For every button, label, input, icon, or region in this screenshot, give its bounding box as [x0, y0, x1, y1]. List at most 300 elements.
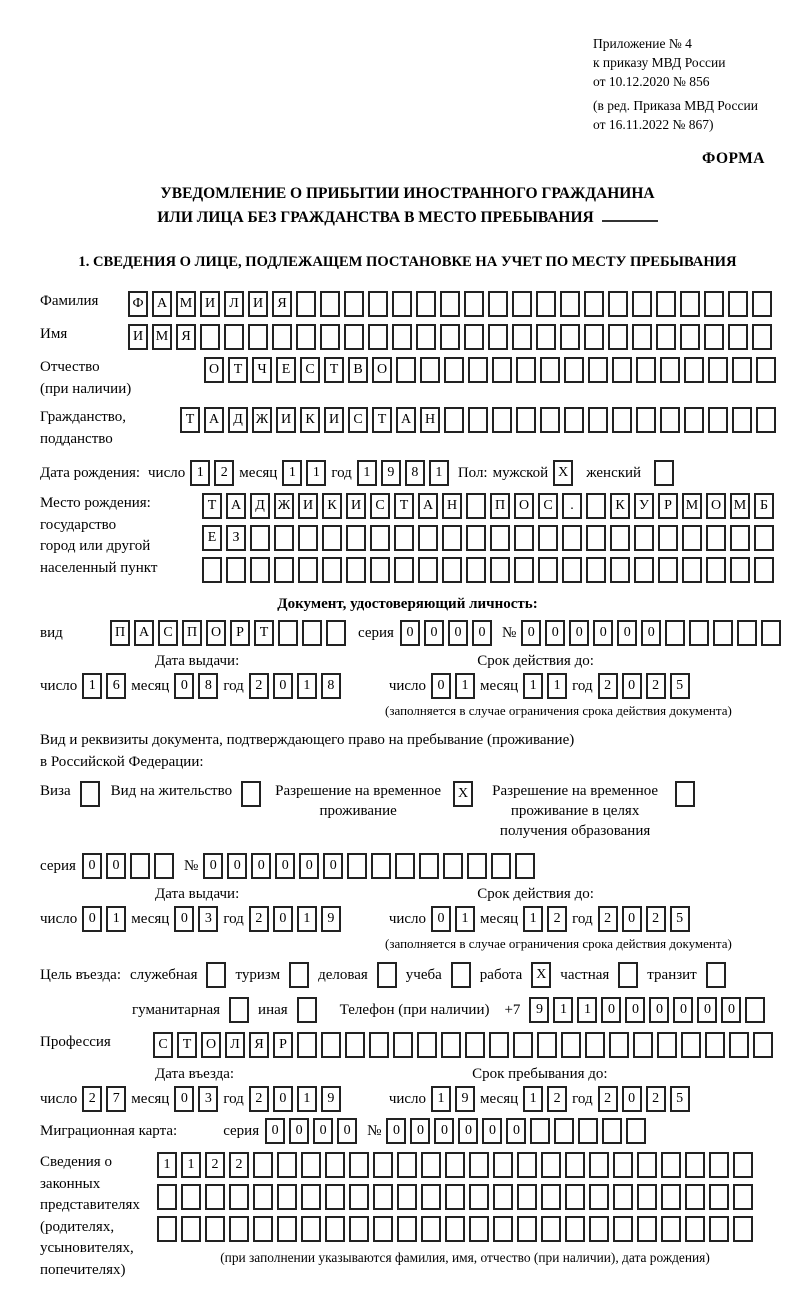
char-box[interactable] — [675, 781, 695, 807]
char-box[interactable] — [636, 407, 656, 433]
char-box[interactable] — [752, 291, 772, 317]
char-box[interactable] — [373, 1184, 393, 1210]
char-box[interactable] — [301, 1216, 321, 1242]
char-box[interactable] — [440, 324, 460, 350]
char-box[interactable] — [536, 324, 556, 350]
char-box[interactable] — [685, 1184, 705, 1210]
char-box[interactable] — [490, 557, 510, 583]
char-box[interactable] — [289, 962, 309, 988]
char-box[interactable]: 1 — [455, 673, 475, 699]
char-box[interactable] — [469, 1152, 489, 1178]
char-box[interactable] — [684, 357, 704, 383]
char-box[interactable] — [730, 525, 750, 551]
char-box[interactable] — [441, 1032, 461, 1058]
char-box[interactable]: Б — [754, 493, 774, 519]
char-box[interactable] — [634, 557, 654, 583]
char-box[interactable]: 0 — [289, 1118, 309, 1144]
char-box[interactable]: 1 — [82, 673, 102, 699]
char-box[interactable] — [538, 557, 558, 583]
char-box[interactable] — [392, 291, 412, 317]
char-box[interactable]: С — [158, 620, 178, 646]
char-box[interactable] — [370, 557, 390, 583]
char-box[interactable]: 0 — [569, 620, 589, 646]
char-box[interactable] — [732, 407, 752, 433]
char-box[interactable]: 8 — [321, 673, 341, 699]
char-box[interactable] — [704, 291, 724, 317]
char-box[interactable]: Ж — [274, 493, 294, 519]
char-box[interactable]: 0 — [386, 1118, 406, 1144]
char-box[interactable] — [248, 324, 268, 350]
char-box[interactable]: 1 — [577, 997, 597, 1023]
char-box[interactable]: Т — [394, 493, 414, 519]
char-box[interactable] — [368, 324, 388, 350]
char-box[interactable] — [392, 324, 412, 350]
char-box[interactable] — [325, 1152, 345, 1178]
char-box[interactable]: Д — [228, 407, 248, 433]
char-box[interactable] — [704, 324, 724, 350]
char-box[interactable] — [322, 557, 342, 583]
char-box[interactable] — [753, 1032, 773, 1058]
char-box[interactable] — [609, 1032, 629, 1058]
char-box[interactable]: 0 — [521, 620, 541, 646]
char-box[interactable]: 1 — [431, 1086, 451, 1112]
char-box[interactable] — [682, 557, 702, 583]
char-box[interactable] — [682, 525, 702, 551]
char-box[interactable] — [658, 525, 678, 551]
char-box[interactable] — [613, 1152, 633, 1178]
char-box[interactable] — [602, 1118, 622, 1144]
char-box[interactable] — [157, 1216, 177, 1242]
char-box[interactable] — [296, 291, 316, 317]
char-box[interactable] — [224, 324, 244, 350]
char-box[interactable] — [320, 291, 340, 317]
char-box[interactable]: Т — [180, 407, 200, 433]
char-box[interactable] — [752, 324, 772, 350]
char-box[interactable]: 2 — [249, 1086, 269, 1112]
char-box[interactable] — [130, 853, 150, 879]
char-box[interactable]: А — [152, 291, 172, 317]
char-box[interactable]: 0 — [275, 853, 295, 879]
char-box[interactable]: А — [134, 620, 154, 646]
char-box[interactable]: 0 — [265, 1118, 285, 1144]
char-box[interactable]: 0 — [410, 1118, 430, 1144]
char-box[interactable] — [274, 557, 294, 583]
char-box[interactable] — [680, 291, 700, 317]
char-box[interactable]: С — [348, 407, 368, 433]
char-box[interactable] — [442, 525, 462, 551]
char-box[interactable] — [467, 853, 487, 879]
char-box[interactable] — [241, 781, 261, 807]
char-box[interactable]: П — [490, 493, 510, 519]
char-box[interactable] — [537, 1032, 557, 1058]
char-box[interactable]: Т — [177, 1032, 197, 1058]
char-box[interactable] — [421, 1184, 441, 1210]
char-box[interactable] — [733, 1216, 753, 1242]
char-box[interactable]: О — [204, 357, 224, 383]
char-box[interactable]: 0 — [601, 997, 621, 1023]
char-box[interactable] — [396, 357, 416, 383]
char-box[interactable]: П — [110, 620, 130, 646]
char-box[interactable]: . — [562, 493, 582, 519]
char-box[interactable] — [344, 291, 364, 317]
char-box[interactable] — [584, 324, 604, 350]
char-box[interactable] — [469, 1184, 489, 1210]
char-box[interactable]: 0 — [622, 1086, 642, 1112]
char-box[interactable] — [613, 1216, 633, 1242]
char-box[interactable]: 0 — [673, 997, 693, 1023]
char-box[interactable] — [657, 1032, 677, 1058]
char-box[interactable]: У — [634, 493, 654, 519]
char-box[interactable]: 1 — [523, 1086, 543, 1112]
char-box[interactable] — [297, 997, 317, 1023]
char-box[interactable]: 0 — [458, 1118, 478, 1144]
char-box[interactable] — [346, 557, 366, 583]
char-box[interactable]: 0 — [174, 1086, 194, 1112]
char-box[interactable]: 9 — [321, 906, 341, 932]
char-box[interactable] — [618, 962, 638, 988]
char-box[interactable] — [589, 1216, 609, 1242]
char-box[interactable]: 0 — [273, 906, 293, 932]
char-box[interactable] — [253, 1184, 273, 1210]
char-box[interactable] — [377, 962, 397, 988]
char-box[interactable]: 0 — [625, 997, 645, 1023]
char-box[interactable]: 3 — [198, 1086, 218, 1112]
char-box[interactable] — [298, 557, 318, 583]
char-box[interactable]: 0 — [472, 620, 492, 646]
char-box[interactable] — [489, 1032, 509, 1058]
char-box[interactable]: 0 — [617, 620, 637, 646]
char-box[interactable]: Т — [254, 620, 274, 646]
char-box[interactable]: М — [152, 324, 172, 350]
char-box[interactable] — [588, 407, 608, 433]
char-box[interactable] — [421, 1152, 441, 1178]
char-box[interactable] — [418, 525, 438, 551]
char-box[interactable] — [181, 1216, 201, 1242]
char-box[interactable] — [656, 291, 676, 317]
char-box[interactable] — [728, 324, 748, 350]
char-box[interactable]: П — [182, 620, 202, 646]
char-box[interactable]: 0 — [424, 620, 444, 646]
char-box[interactable] — [491, 853, 511, 879]
char-box[interactable]: 0 — [649, 997, 669, 1023]
char-box[interactable]: 5 — [670, 673, 690, 699]
char-box[interactable]: 0 — [506, 1118, 526, 1144]
char-box[interactable]: 1 — [553, 997, 573, 1023]
char-box[interactable] — [540, 357, 560, 383]
char-box[interactable] — [536, 291, 556, 317]
char-box[interactable] — [296, 324, 316, 350]
char-box[interactable]: 1 — [455, 906, 475, 932]
char-box[interactable]: М — [730, 493, 750, 519]
char-box[interactable] — [515, 853, 535, 879]
char-box[interactable] — [493, 1184, 513, 1210]
char-box[interactable]: С — [538, 493, 558, 519]
char-box[interactable] — [157, 1184, 177, 1210]
char-box[interactable]: Я — [249, 1032, 269, 1058]
char-box[interactable] — [302, 620, 322, 646]
char-box[interactable] — [442, 557, 462, 583]
char-box[interactable] — [737, 620, 757, 646]
char-box[interactable]: 0 — [323, 853, 343, 879]
char-box[interactable]: 0 — [448, 620, 468, 646]
char-box[interactable] — [732, 357, 752, 383]
char-box[interactable] — [633, 1032, 653, 1058]
char-box[interactable]: И — [346, 493, 366, 519]
char-box[interactable]: 0 — [82, 906, 102, 932]
char-box[interactable] — [541, 1216, 561, 1242]
char-box[interactable] — [709, 1152, 729, 1178]
char-box[interactable] — [565, 1216, 585, 1242]
char-box[interactable] — [226, 557, 246, 583]
char-box[interactable]: А — [204, 407, 224, 433]
char-box[interactable] — [80, 781, 100, 807]
char-box[interactable] — [488, 291, 508, 317]
char-box[interactable]: 2 — [646, 1086, 666, 1112]
char-box[interactable] — [346, 525, 366, 551]
char-box[interactable]: 6 — [106, 673, 126, 699]
char-box[interactable] — [493, 1152, 513, 1178]
char-box[interactable] — [608, 324, 628, 350]
char-box[interactable] — [513, 1032, 533, 1058]
char-box[interactable] — [538, 525, 558, 551]
char-box[interactable] — [349, 1184, 369, 1210]
char-box[interactable] — [301, 1184, 321, 1210]
char-box[interactable]: Я — [176, 324, 196, 350]
char-box[interactable]: 8 — [198, 673, 218, 699]
char-box[interactable] — [561, 1032, 581, 1058]
char-box[interactable]: В — [348, 357, 368, 383]
char-box[interactable]: 2 — [205, 1152, 225, 1178]
char-box[interactable] — [578, 1118, 598, 1144]
char-box[interactable]: К — [610, 493, 630, 519]
char-box[interactable] — [250, 557, 270, 583]
char-box[interactable]: Я — [272, 291, 292, 317]
char-box[interactable] — [416, 324, 436, 350]
char-box[interactable]: 0 — [174, 673, 194, 699]
char-box[interactable]: Т — [372, 407, 392, 433]
char-box[interactable] — [512, 291, 532, 317]
char-box[interactable] — [613, 1184, 633, 1210]
char-box[interactable]: 0 — [593, 620, 613, 646]
char-box[interactable] — [488, 324, 508, 350]
char-box[interactable] — [564, 407, 584, 433]
char-box[interactable]: 2 — [82, 1086, 102, 1112]
char-box[interactable] — [514, 525, 534, 551]
char-box[interactable] — [274, 525, 294, 551]
char-box[interactable] — [445, 1152, 465, 1178]
char-box[interactable] — [554, 1118, 574, 1144]
char-box[interactable] — [445, 1216, 465, 1242]
char-box[interactable]: 1 — [523, 906, 543, 932]
char-box[interactable] — [345, 1032, 365, 1058]
char-box[interactable] — [586, 493, 606, 519]
char-box[interactable] — [586, 525, 606, 551]
char-box[interactable] — [394, 525, 414, 551]
char-box[interactable] — [540, 407, 560, 433]
char-box[interactable] — [562, 525, 582, 551]
char-box[interactable] — [516, 407, 536, 433]
char-box[interactable] — [560, 324, 580, 350]
char-box[interactable]: 1 — [282, 460, 302, 486]
char-box[interactable] — [517, 1216, 537, 1242]
char-box[interactable] — [325, 1184, 345, 1210]
char-box[interactable]: Р — [658, 493, 678, 519]
char-box[interactable]: 8 — [405, 460, 425, 486]
char-box[interactable] — [585, 1032, 605, 1058]
char-box[interactable]: 0 — [400, 620, 420, 646]
char-box[interactable]: 9 — [529, 997, 549, 1023]
char-box[interactable] — [754, 525, 774, 551]
char-box[interactable] — [684, 407, 704, 433]
char-box[interactable]: 9 — [381, 460, 401, 486]
char-box[interactable] — [325, 1216, 345, 1242]
char-box[interactable]: 1 — [190, 460, 210, 486]
char-box[interactable]: 2 — [547, 1086, 567, 1112]
char-box[interactable]: 0 — [106, 853, 126, 879]
char-box[interactable]: С — [153, 1032, 173, 1058]
char-box[interactable] — [681, 1032, 701, 1058]
char-box[interactable] — [490, 525, 510, 551]
char-box[interactable] — [729, 1032, 749, 1058]
char-box[interactable]: И — [200, 291, 220, 317]
char-box[interactable] — [754, 557, 774, 583]
char-box[interactable]: Л — [224, 291, 244, 317]
char-box[interactable] — [665, 620, 685, 646]
char-box[interactable] — [397, 1184, 417, 1210]
char-box[interactable] — [181, 1184, 201, 1210]
char-box[interactable] — [468, 407, 488, 433]
char-box[interactable] — [756, 357, 776, 383]
char-box[interactable] — [466, 525, 486, 551]
char-box[interactable]: А — [226, 493, 246, 519]
char-box[interactable]: 1 — [306, 460, 326, 486]
char-box[interactable] — [229, 1184, 249, 1210]
char-box[interactable]: 2 — [249, 906, 269, 932]
char-box[interactable] — [451, 962, 471, 988]
char-box[interactable] — [368, 291, 388, 317]
char-box[interactable]: И — [276, 407, 296, 433]
char-box[interactable] — [321, 1032, 341, 1058]
char-box[interactable] — [277, 1216, 297, 1242]
char-box[interactable]: 3 — [198, 906, 218, 932]
char-box[interactable]: З — [226, 525, 246, 551]
char-box[interactable]: Т — [324, 357, 344, 383]
char-box[interactable] — [397, 1216, 417, 1242]
char-box[interactable]: К — [322, 493, 342, 519]
char-box[interactable] — [443, 853, 463, 879]
char-box[interactable] — [565, 1184, 585, 1210]
char-box[interactable] — [205, 1216, 225, 1242]
char-box[interactable] — [756, 407, 776, 433]
char-box[interactable]: И — [248, 291, 268, 317]
char-box[interactable]: 0 — [174, 906, 194, 932]
char-box[interactable] — [562, 557, 582, 583]
char-box[interactable] — [610, 557, 630, 583]
char-box[interactable] — [530, 1118, 550, 1144]
char-box[interactable] — [517, 1152, 537, 1178]
char-box[interactable]: 0 — [299, 853, 319, 879]
char-box[interactable] — [278, 620, 298, 646]
char-box[interactable] — [706, 525, 726, 551]
char-box[interactable]: 0 — [431, 673, 451, 699]
char-box[interactable]: 0 — [641, 620, 661, 646]
char-box[interactable]: 0 — [273, 1086, 293, 1112]
char-box[interactable]: К — [300, 407, 320, 433]
char-box[interactable]: 0 — [273, 673, 293, 699]
char-box[interactable] — [728, 291, 748, 317]
char-box[interactable]: М — [176, 291, 196, 317]
char-box[interactable]: О — [706, 493, 726, 519]
char-box[interactable]: 1 — [297, 673, 317, 699]
char-box[interactable]: 1 — [181, 1152, 201, 1178]
char-box[interactable] — [492, 357, 512, 383]
char-box[interactable]: 0 — [482, 1118, 502, 1144]
char-box[interactable]: 0 — [545, 620, 565, 646]
char-box[interactable] — [200, 324, 220, 350]
char-box[interactable] — [393, 1032, 413, 1058]
char-box[interactable]: С — [300, 357, 320, 383]
char-box[interactable]: 0 — [313, 1118, 333, 1144]
char-box[interactable] — [661, 1216, 681, 1242]
char-box[interactable]: 2 — [214, 460, 234, 486]
char-box[interactable] — [608, 291, 628, 317]
char-box[interactable] — [466, 557, 486, 583]
char-box[interactable] — [229, 997, 249, 1023]
char-box[interactable]: 2 — [598, 906, 618, 932]
char-box[interactable]: О — [206, 620, 226, 646]
char-box[interactable]: Ж — [252, 407, 272, 433]
char-box[interactable]: 1 — [523, 673, 543, 699]
char-box[interactable]: Н — [420, 407, 440, 433]
char-box[interactable] — [565, 1152, 585, 1178]
char-box[interactable]: X — [453, 781, 473, 807]
char-box[interactable] — [444, 357, 464, 383]
char-box[interactable] — [660, 407, 680, 433]
char-box[interactable]: Ф — [128, 291, 148, 317]
char-box[interactable] — [660, 357, 680, 383]
char-box[interactable] — [661, 1184, 681, 1210]
char-box[interactable]: И — [128, 324, 148, 350]
char-box[interactable]: 0 — [251, 853, 271, 879]
char-box[interactable] — [612, 407, 632, 433]
char-box[interactable]: Ч — [252, 357, 272, 383]
blank-underline[interactable] — [602, 207, 658, 222]
char-box[interactable]: И — [298, 493, 318, 519]
char-box[interactable]: 1 — [297, 906, 317, 932]
char-box[interactable] — [541, 1152, 561, 1178]
char-box[interactable] — [420, 357, 440, 383]
char-box[interactable] — [706, 557, 726, 583]
char-box[interactable]: 0 — [434, 1118, 454, 1144]
char-box[interactable]: 5 — [670, 906, 690, 932]
char-box[interactable] — [708, 407, 728, 433]
char-box[interactable]: А — [418, 493, 438, 519]
char-box[interactable]: О — [372, 357, 392, 383]
char-box[interactable]: 2 — [646, 673, 666, 699]
char-box[interactable] — [202, 557, 222, 583]
char-box[interactable] — [445, 1184, 465, 1210]
char-box[interactable] — [444, 407, 464, 433]
char-box[interactable]: М — [682, 493, 702, 519]
char-box[interactable] — [468, 357, 488, 383]
char-box[interactable] — [272, 324, 292, 350]
char-box[interactable] — [370, 525, 390, 551]
char-box[interactable]: Н — [442, 493, 462, 519]
char-box[interactable] — [440, 291, 460, 317]
char-box[interactable] — [465, 1032, 485, 1058]
char-box[interactable]: 0 — [622, 673, 642, 699]
char-box[interactable]: 1 — [429, 460, 449, 486]
